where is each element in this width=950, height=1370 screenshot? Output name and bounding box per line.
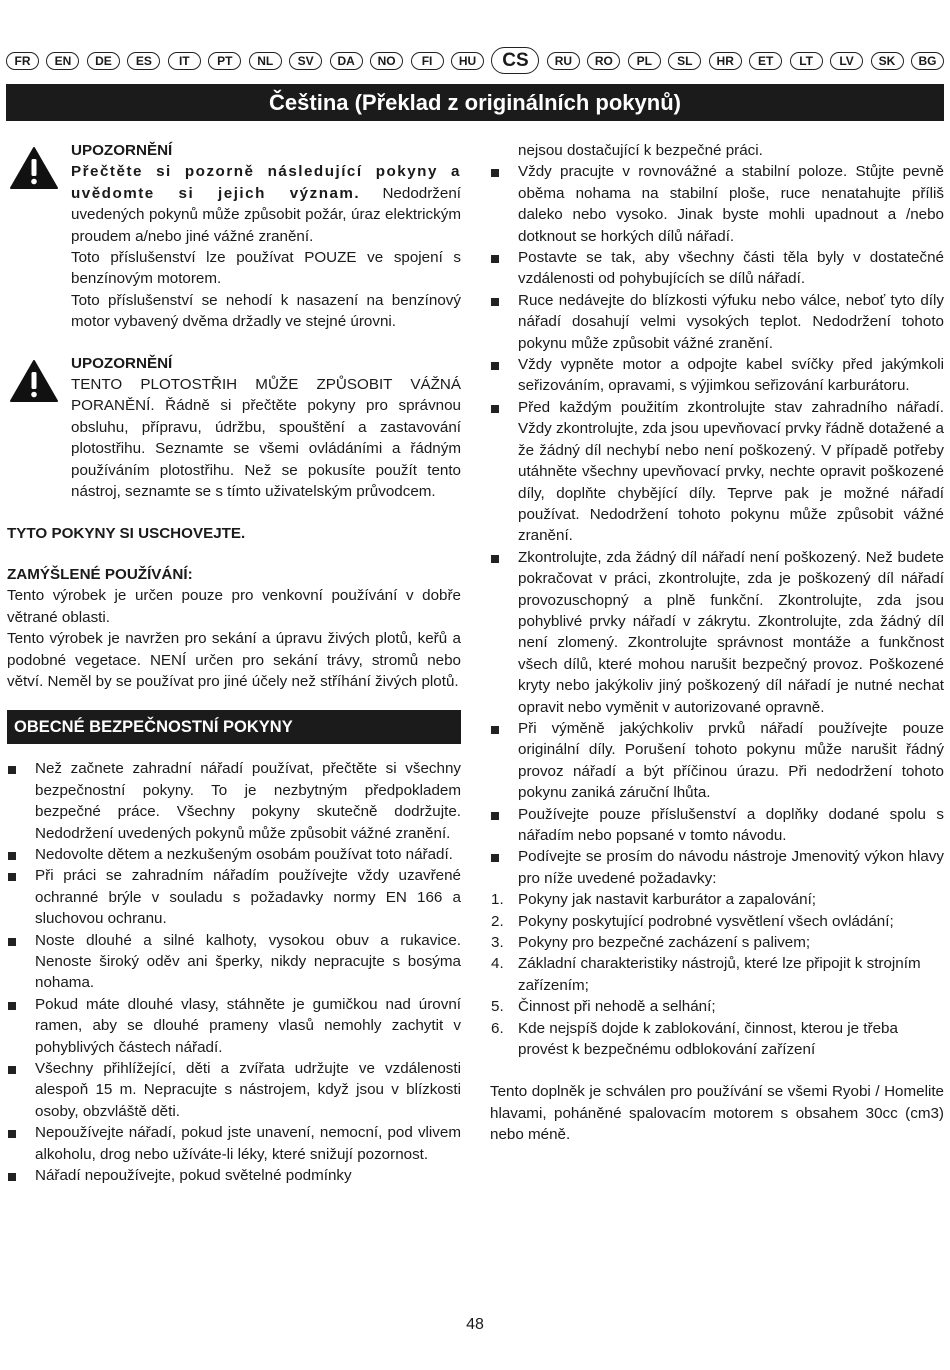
- numbered-item: [490, 889, 944, 910]
- list-item-text: Zkontrolujte, zda žádný díl nářadí není poškozený. Než budete pokračovat v práci, zkontrolujte, zda je poškozený díl nářadí provozuschopný a plně funkční. Zkontrolujte, zda jsou pohyblivé prvky nářadí v zákrytu. Zkontrolujte, zda žádný díl není zlomený. Zkontrolujte správnost montáže a funkčnost všech dílů, které mohou narušit bezpečný provoz. Poškozené kryty nebo jakýkoliv jiný poškozený díl nářadí je nutné nechat opravit nebo vyměnit v autorizované opravně.: [518, 548, 944, 716]
- language-tab-no[interactable]: NO: [370, 52, 403, 70]
- safety-list-left: [7, 758, 461, 1186]
- keep-instructions: TYTO POKYNY SI USCHOVEJTE.: [7, 524, 246, 542]
- language-tab-fr[interactable]: FR: [6, 52, 39, 70]
- list-item: [490, 354, 944, 397]
- bullet-square-icon: [8, 1066, 16, 1074]
- language-tab-sl[interactable]: SL: [668, 52, 701, 70]
- warning-title: UPOZORNĚNÍ: [71, 142, 173, 159]
- closing-text: Tento doplněk je schválen pro používání se všemi Ryobi / Homelite hlavami, poháněné spalovacím motorem s obsahem 30cc (cm3) nebo méně.: [490, 1083, 944, 1144]
- bullet-square-icon: [491, 169, 499, 177]
- list-item-text: Ruce nedávejte do blízkosti výfuku nebo válce, neboť tyto díly nářadí dosahují velmi vysokých teplot. Nedodržení tohoto pokynu může způsobit vážné zranění.: [518, 291, 944, 352]
- bullet-square-icon: [8, 1130, 16, 1138]
- list-item-text: Vždy vypněte motor a odpojte kabel svíčky před jakýmkoli seřizováním, opravami, s výjimkou seřizování karburátoru.: [518, 356, 944, 395]
- list-item: [490, 804, 944, 847]
- warning-block-2: [7, 353, 461, 503]
- list-item: [7, 994, 461, 1058]
- warning-text: Přečtěte si pozorně následující pokyny a uvědomte si jejich význam. Nedodržení uvedených pokynů může způsobit požár, úraz elektrickým proudem a/nebo jiné vážné zranění.: [71, 163, 461, 245]
- bullet-square-icon: [8, 938, 16, 946]
- numbered-item-text: Činnost při nehodě a selhání;: [518, 998, 716, 1016]
- item-number: 2.: [491, 912, 504, 930]
- list-item: [7, 758, 461, 844]
- list-item: [490, 846, 944, 889]
- language-tab-ru[interactable]: RU: [547, 52, 580, 70]
- language-tab-fi[interactable]: FI: [411, 52, 444, 70]
- item-number: 5.: [491, 998, 504, 1016]
- list-item-text: Nepoužívejte nářadí, pokud jste unavení, nemocní, pod vlivem alkoholu, drog nebo užíváte-li léky, které snižují pozornost.: [35, 1124, 461, 1163]
- page-title: Čeština (Překlad z originálních pokynů): [6, 84, 944, 121]
- numbered-item-text: Kde nejspíš dojde k zablokování, činnost, kterou je třeba provést k bezpečnému odblokování zařízení: [518, 1019, 898, 1059]
- numbered-item-text: Pokyny pro bezpečné zacházení s palivem;: [518, 934, 811, 952]
- language-tab-pt[interactable]: PT: [208, 52, 241, 70]
- warning-note: Toto příslušenství lze používat POUZE ve spojení s benzínovým motorem.: [71, 249, 461, 288]
- language-tab-lv[interactable]: LV: [830, 52, 863, 70]
- bullet-square-icon: [491, 405, 499, 413]
- list-item: [490, 397, 944, 547]
- bullet-square-icon: [8, 766, 16, 774]
- bullet-square-icon: [491, 298, 499, 306]
- page-number: 48: [466, 1316, 484, 1333]
- list-item-text: Postavte se tak, aby všechny části těla byly v dostatečné vzdálenosti od pohybujících se dílů nářadí.: [518, 249, 944, 288]
- numbered-item: [490, 1018, 944, 1061]
- list-item-text: Používejte pouze příslušenství a doplňky dodané spolu s nářadím nebo popsané v tomto návodu.: [518, 805, 944, 844]
- list-item: [490, 247, 944, 290]
- language-tab-bg[interactable]: BG: [911, 52, 944, 70]
- list-item-text: Všechny přihlížející, děti a zvířata udržujte ve vzdálenosti alespoň 15 m. Nepracujte s nástrojem, když jsou v blízkosti osoby, obzvláště děti.: [35, 1060, 461, 1120]
- list-item-text: Podívejte se prosím do návodu nástroje Jmenovitý výkon hlavy pro níže uvedené požadavky:: [518, 848, 944, 887]
- language-tab-nl[interactable]: NL: [249, 52, 282, 70]
- language-tab-et[interactable]: ET: [749, 52, 782, 70]
- list-item: [490, 547, 944, 718]
- continuation-text: nejsou dostačující k bezpečné práci.: [518, 142, 763, 159]
- list-item: [7, 865, 461, 929]
- warning-text: TENTO PLOTOSTŘIH MŮŽE ZPŮSOBIT VÁŽNÁ PORANĚNÍ. Řádně si přečtěte pokyny pro správnou obsluhu, přípravu, údržbu, spouštění a zastavování plotostřihu. Seznamte se všemi ovládáními a řádným používáním plotostřihu. Než se pokusíte použít tento nástroj, seznamte se s tímto uživatelským průvodcem.: [71, 376, 461, 501]
- intended-use-heading: ZAMÝŠLENÉ POUŽÍVÁNÍ:: [7, 565, 193, 583]
- right-column: [490, 140, 944, 1146]
- numbered-item: [490, 996, 944, 1017]
- intended-use-text: Tento výrobek je určen pouze pro venkovní používání v dobře větrané oblasti.: [7, 587, 461, 626]
- language-tab-lt[interactable]: LT: [790, 52, 823, 70]
- bullet-square-icon: [8, 852, 16, 860]
- list-item-text: Před každým použitím zkontrolujte stav zahradního nářadí. Vždy zkontrolujte, zda jsou upevňovací prvky řádně dotažené a že žádný díl nechybí nebo není poškozený. V případě potřeby utáhněte všechny upevňovací prvky, nechte opravit poškozené díly, doplňte chybějící díly. Teprve pak je možné nářadí používat. Nedodržení tohoto pokynu může způsobit vážné zranění.: [518, 398, 944, 545]
- list-item-text: Noste dlouhé a silné kalhoty, vysokou obuv a rukavice. Nenoste široký oděv ani šperky, nikdy nepracujte s bosýma nohama.: [35, 931, 461, 992]
- language-bar: [6, 47, 944, 74]
- left-column: [7, 140, 461, 1186]
- item-number: 6.: [491, 1019, 504, 1037]
- warning-title: UPOZORNĚNÍ: [71, 354, 173, 372]
- intended-use-text: Tento výrobek je navržen pro sekání a úpravu živých plotů, keřů a podobné vegetace. NENÍ určen pro sekání trávy, stromů nebo větví. Neměl by se používat pro jiné účely než stříhání živých plotů.: [7, 630, 461, 690]
- list-item: [7, 1165, 461, 1186]
- language-tab-de[interactable]: DE: [87, 52, 120, 70]
- bullet-square-icon: [491, 726, 499, 734]
- numbered-item-text: Základní charakteristiky nástrojů, které lze připojit k strojním zařízením;: [518, 955, 921, 994]
- language-tab-hu[interactable]: HU: [451, 52, 484, 70]
- list-item-text: Při práci se zahradním nářadím používejte vždy uzavřené ochranné brýle v souladu s požadavky normy EN 166 a sluchovou ochranu.: [35, 867, 461, 928]
- language-tab-es[interactable]: ES: [127, 52, 160, 70]
- warning-block-1: [7, 140, 461, 333]
- numbered-item-text: Pokyny poskytující podrobné vysvětlení všech ovládání;: [518, 912, 894, 930]
- list-item: [7, 930, 461, 994]
- language-tab-da[interactable]: DA: [330, 52, 363, 70]
- list-item-text: Pokud máte dlouhé vlasy, stáhněte je gumičkou nad úrovní ramen, aby se dlouhé prameny vlasů nemohly zachytit v pohyblivých částech nářadí.: [35, 995, 461, 1056]
- item-number: 3.: [491, 934, 504, 952]
- list-item: [7, 844, 461, 865]
- bullet-square-icon: [491, 255, 499, 263]
- language-tab-en[interactable]: EN: [46, 52, 79, 70]
- list-item-text: Nedovolte dětem a nezkušeným osobám používat toto nářadí.: [35, 845, 453, 863]
- language-tab-it[interactable]: IT: [168, 52, 201, 70]
- language-tab-sk[interactable]: SK: [871, 52, 904, 70]
- list-item: [490, 718, 944, 804]
- bullet-square-icon: [491, 854, 499, 862]
- safety-list-right: [490, 161, 944, 889]
- item-number: 4.: [491, 955, 504, 973]
- list-item-text: Nářadí nepoužívejte, pokud světelné podmínky: [35, 1167, 352, 1185]
- numbered-item: [490, 953, 944, 996]
- bullet-square-icon: [491, 812, 499, 820]
- section-heading: OBECNÉ BEZPEČNOSTNÍ POKYNY: [7, 710, 461, 744]
- list-item: [7, 1122, 461, 1165]
- bullet-square-icon: [8, 1173, 16, 1181]
- requirements-list: [490, 889, 944, 1060]
- language-tab-hr[interactable]: HR: [709, 52, 742, 70]
- list-item-text: Při výměně jakýchkoliv prvků nářadí používejte pouze originální díly. Porušení tohoto pokynu může narušit řádný provoz nářadí a být příčinou úrazu. Při nedodržení tohoto pokynu zaniká záruční lhůta.: [518, 719, 944, 802]
- list-item-text: Než začnete zahradní nářadí používat, přečtěte si všechny bezpečnostní pokyny. To je nezbytným předpokladem bezpečné práce. Všechny pokyny skutečně dodržujte. Nedodržení uvedených pokynů může způsobit vážné zranění.: [35, 760, 461, 842]
- language-tab-ro[interactable]: RO: [587, 52, 620, 70]
- list-item-text: Vždy pracujte v rovnovážné a stabilní poloze. Stůjte pevně oběma nohama na stabilní ploše, ruce nenatahujte příliš daleko nebo vysoko. Jinak byste mohli upadnout a /nebo dotknout se horkých dílů nářadí.: [518, 163, 944, 245]
- language-tab-pl[interactable]: PL: [628, 52, 661, 70]
- list-item: [490, 290, 944, 354]
- language-tab-sv[interactable]: SV: [289, 52, 322, 70]
- bullet-square-icon: [8, 873, 16, 881]
- item-number: 1.: [491, 891, 504, 909]
- numbered-item: [490, 932, 944, 953]
- language-tab-cs[interactable]: CS: [491, 47, 539, 74]
- warning-triangle-icon: [9, 146, 59, 190]
- bullet-square-icon: [8, 1002, 16, 1010]
- bullet-square-icon: [491, 362, 499, 370]
- numbered-item: [490, 911, 944, 932]
- numbered-item-text: Pokyny jak nastavit karburátor a zapalování;: [518, 891, 817, 909]
- list-item: [490, 161, 944, 247]
- warning-note: Toto příslušenství se nehodí k nasazení na benzínový motor vybavený dvěma držadly ve stejné úrovni.: [71, 291, 461, 331]
- list-item: [7, 1058, 461, 1122]
- warning-triangle-icon: [9, 359, 59, 403]
- bullet-square-icon: [491, 555, 499, 563]
